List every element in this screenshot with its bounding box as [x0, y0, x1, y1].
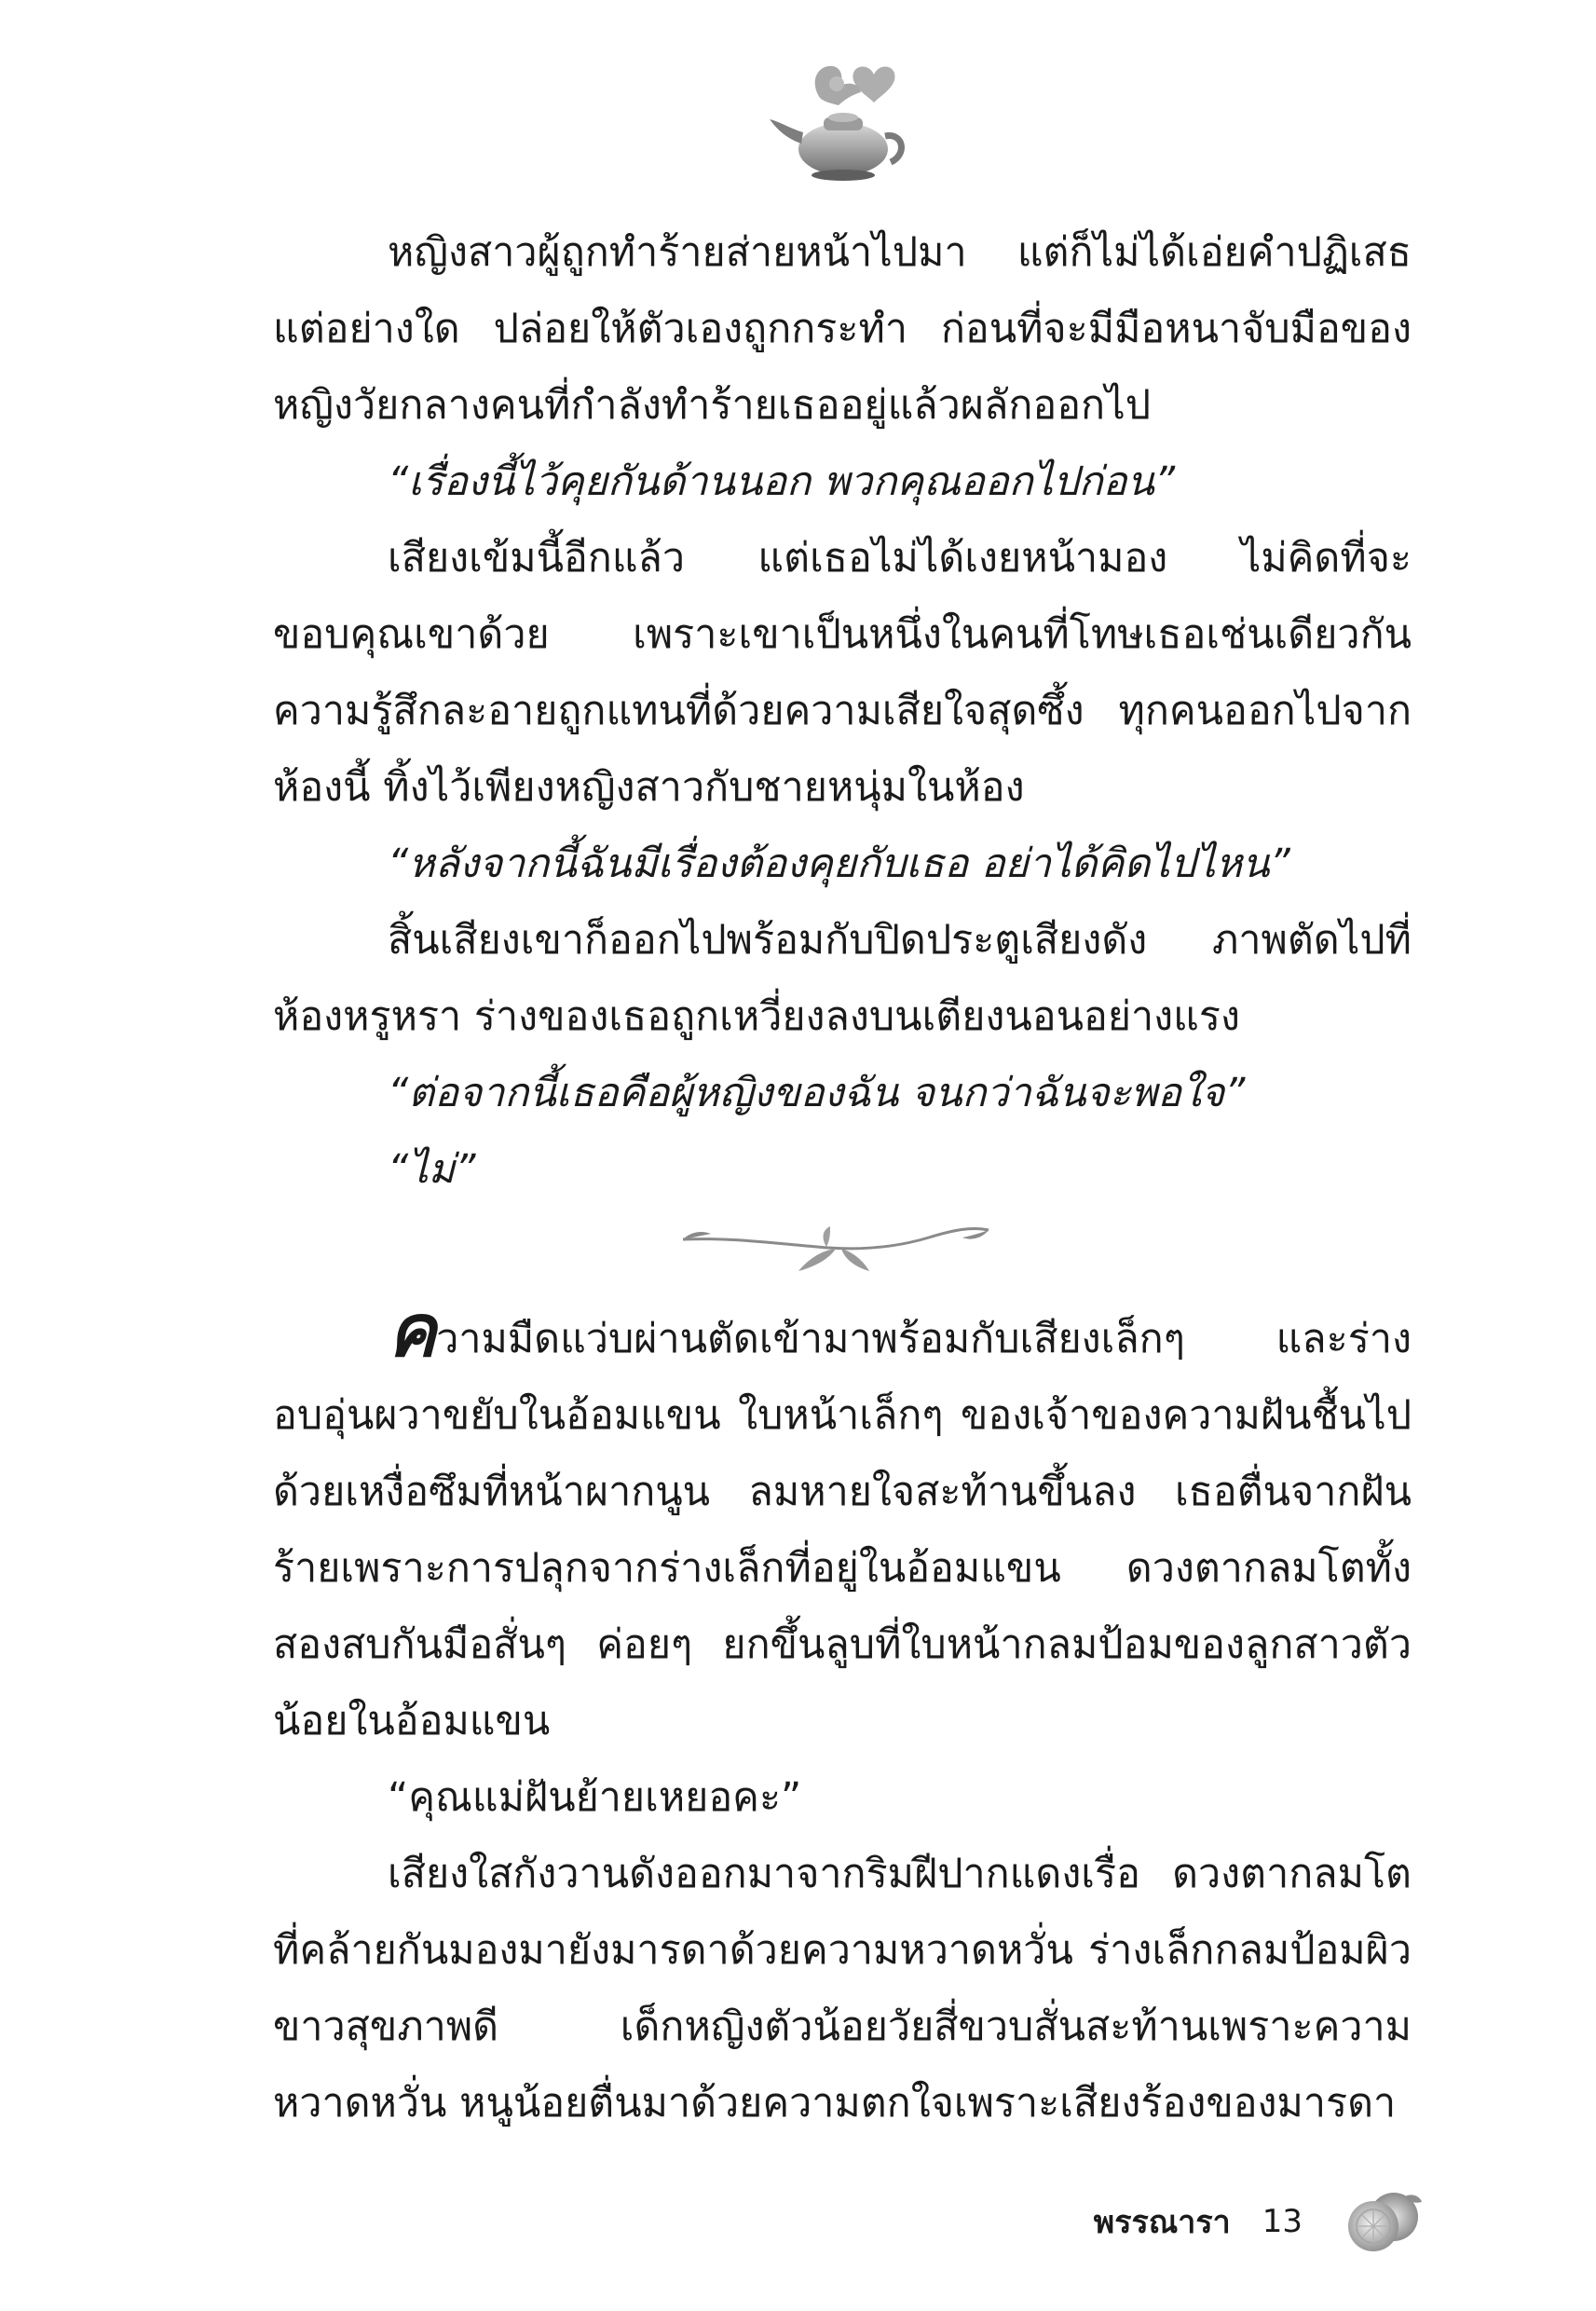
text-section-1	[273, 214, 1412, 1208]
dialogue-line: “เรื่องนี้ไว้คุยกันด้านนอก พวกคุณออกไปก่อน”	[388, 458, 1176, 505]
dialogue-line: “หลังจากนี้ฉันมีเรื่องต้องคุยกับเธอ อย่าได้คิดไปไหน”	[388, 841, 1290, 887]
opening-paragraph	[273, 1290, 1412, 1759]
paragraph: หญิงสาวผู้ถูกทำร้ายส่ายหน้าไปมา แต่ก็ไม่ได้เอ่ยคำปฏิเสธแต่อย่างใด ปล่อยให้ตัวเองถูกกระทำ ก่อนที่จะมีมือหนาจับมือของหญิงวัยกลางคนที่กำลังทำร้ายเธออยู่แล้วผลักออกไป	[273, 229, 1412, 429]
text-section-2	[273, 1290, 1412, 2141]
page-number: 13	[1262, 2203, 1303, 2240]
paragraph: เสียงใสกังวานดังออกมาจากริมฝีปากแดงเรื่อ ดวงตากลมโตที่คล้ายกันมองมายังมารดาด้วยความหวาดหวั่น ร่างเล็กกลมป้อมผิวขาวสุขภาพดี เด็กหญิงตัวน้อยวัยสี่ขวบสั่นสะท้านเพราะความหวาดหวั่น หนูน้อยตื่นมาด้วยความตกใจเพราะเสียงร้องของมารดา	[273, 1851, 1412, 2126]
dialogue-line: “ไม่”	[388, 1146, 476, 1193]
page-footer	[1053, 2184, 1425, 2259]
vine-divider-icon	[677, 1211, 994, 1277]
drop-cap: ค	[388, 1290, 437, 1374]
teapot-cherub-icon	[764, 47, 922, 196]
orange-fruit-icon	[1340, 2189, 1425, 2254]
paragraph: เสียงเข้มนี้อีกแล้ว แต่เธอไม่ได้เงยหน้ามอง ไม่คิดที่จะขอบคุณเขาด้วย เพราะเขาเป็นหนึ่งในคนที่โทษเธอเช่นเดียวกัน ความรู้สึกละอายถูกแทนที่ด้วยความเสียใจสุดซึ้ง ทุกคนออกไปจากห้องนี้ ทิ้งไว้เพียงหญิงสาวกับชายหนุ่มในห้อง	[273, 535, 1412, 811]
opening-paragraph-text: วามมืดแว่บผ่านตัดเข้ามาพร้อมกับเสียงเล็กๆ และร่างอบอุ่นผวาขยับในอ้อมแขน ใบหน้าเล็กๆ ของเจ้าของความฝันชื้นไปด้วยเหงื่อซึมที่หน้าผากนูน ลมหายใจสะท้านขึ้นลง เธอตื่นจากฝันร้ายเพราะการปลุกจากร่างเล็กที่อยู่ในอ้อมแขน ดวงตากลมโตทั้งสองสบกันมือสั่นๆ ค่อยๆ ยกขึ้นลูบที่ใบหน้ากลมป้อมของลูกสาวตัวน้อยในอ้อมแขน	[273, 1316, 1412, 1744]
dialogue-line: “ต่อจากนี้เธอคือผู้หญิงของฉัน จนกว่าฉันจะพอใจ”	[388, 1070, 1246, 1116]
dialogue-line: “คุณแม่ฝันย้ายเหยอคะ”	[388, 1774, 802, 1821]
paragraph: สิ้นเสียงเขาก็ออกไปพร้อมกับปิดประตูเสียงดัง ภาพตัดไปที่ห้องหรูหรา ร่างของเธอถูกเหวี่ยงลงบนเตียงนอนอย่างแรง	[273, 917, 1412, 1040]
book-title: พรรณารา	[1093, 2204, 1231, 2241]
